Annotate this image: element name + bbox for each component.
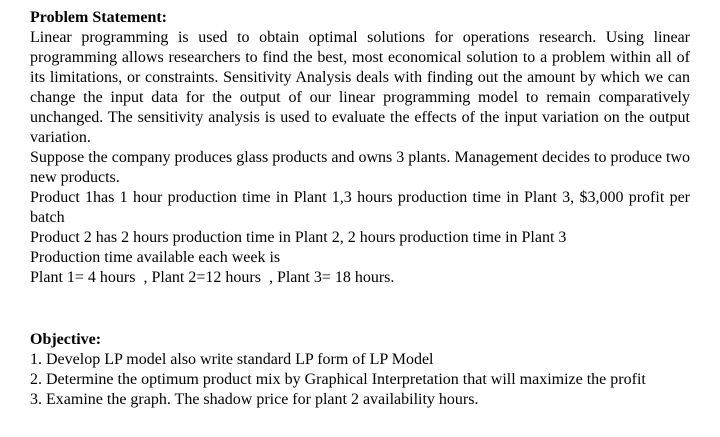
- scenario-paragraph: Suppose the company produces glass products and owns 3 plants. Management decides to produce two new products.: [30, 149, 690, 186]
- objective-heading: Objective:: [30, 331, 102, 348]
- problem-statement-heading: Problem Statement:: [30, 9, 167, 26]
- objective-item-2: 2. Determine the optimum product mix by Graphical Interpretation that will maximize the profit: [30, 371, 646, 388]
- intro-paragraph: Linear programming is used to obtain optimal solutions for operations research. Using linear programming allows researchers to find the best, most economical solution to a problem within all of its limitations, or constraints. Sensitivity Analysis deals with finding out the amount by which we can change the input data for the output of our linear programming model to remain comparatively unchanged. The sensitivity analysis is used to evaluate the effects of the input variation on the output variation.: [30, 29, 690, 146]
- objective-item-1: 1. Develop LP model also write standard LP form of LP Model: [30, 351, 434, 368]
- availability-label: Production time available each week is: [30, 249, 281, 266]
- objective-section: [30, 330, 690, 410]
- problem-statement-section: [30, 8, 690, 288]
- objective-item-3: 3. Examine the graph. The shadow price for plant 2 availability hours.: [30, 391, 479, 408]
- product2-paragraph: Product 2 has 2 hours production time in Plant 2, 2 hours production time in Plant 3: [30, 229, 567, 246]
- product1-paragraph: Product 1has 1 hour production time in Plant 1,3 hours production time in Plant 3, $3,000 profit per batch: [30, 189, 690, 226]
- availability-values: Plant 1= 4 hours , Plant 2=12 hours , Plant 3= 18 hours.: [30, 269, 395, 286]
